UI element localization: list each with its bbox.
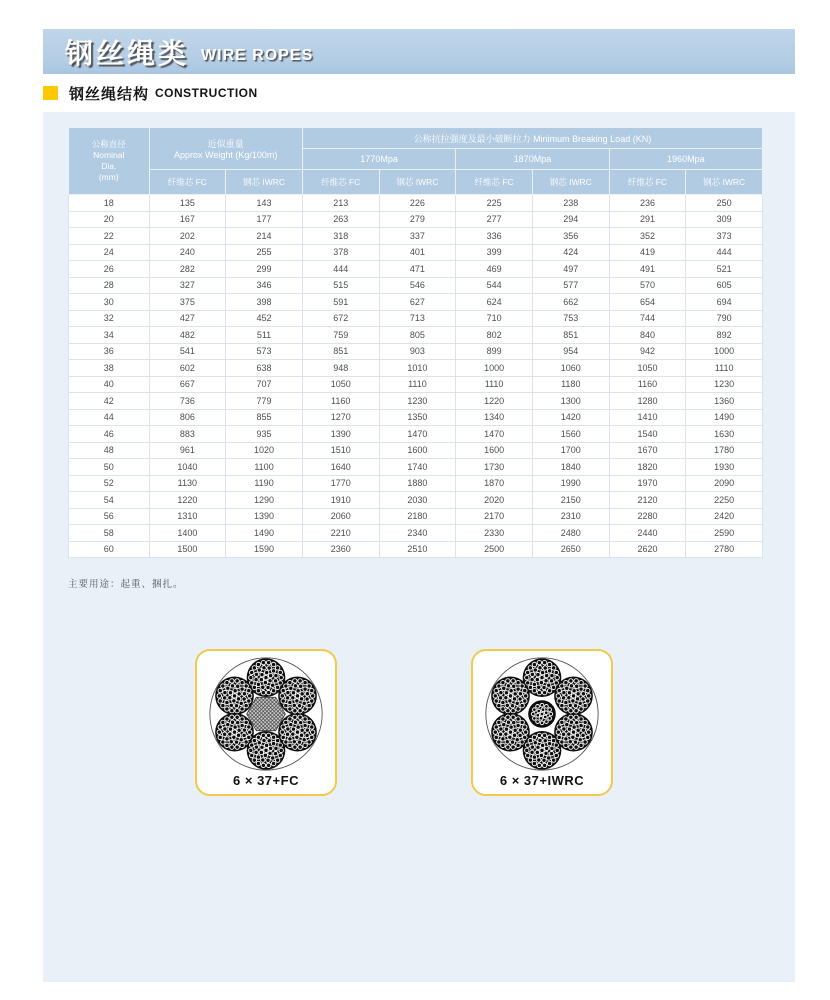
- table-cell: 577: [532, 277, 609, 294]
- section-title-english: CONSTRUCTION: [155, 86, 258, 100]
- table-cell: 1470: [379, 426, 456, 443]
- table-cell: 779: [226, 393, 303, 410]
- table-cell: 1110: [456, 376, 533, 393]
- table-cell: 2340: [379, 525, 456, 542]
- col-header-grade-1960: 1960Mpa: [609, 149, 762, 170]
- table-cell: 1490: [686, 409, 763, 426]
- table-cell: 279: [379, 211, 456, 228]
- table-cell: 2440: [609, 525, 686, 542]
- yellow-square-bullet-icon: [43, 86, 58, 100]
- table-cell: 1100: [226, 459, 303, 476]
- table-cell: 34: [69, 327, 150, 344]
- table-cell: 50: [69, 459, 150, 476]
- col-header-breaking-load: 公称抗拉强度及最小破断拉力 Minimum Breaking Load (KN): [302, 128, 762, 149]
- table-cell: 1350: [379, 409, 456, 426]
- table-cell: 942: [609, 343, 686, 360]
- table-cell: 2060: [302, 508, 379, 525]
- col-header-dia-unit: (mm): [98, 172, 119, 183]
- table-cell: 419: [609, 244, 686, 261]
- rope-cross-section-diagram-fc: [208, 656, 324, 772]
- table-cell: 541: [149, 343, 226, 360]
- table-cell: 2310: [532, 508, 609, 525]
- table-cell: 1000: [686, 343, 763, 360]
- table-cell: 202: [149, 228, 226, 245]
- table-cell: 903: [379, 343, 456, 360]
- table-cell: 1110: [379, 376, 456, 393]
- table-cell: 2150: [532, 492, 609, 509]
- diagram-card-fc: [195, 649, 337, 796]
- table-cell: 54: [69, 492, 150, 509]
- page-header-banner: [43, 29, 795, 74]
- table-cell: 2360: [302, 541, 379, 558]
- table-cell: 177: [226, 211, 303, 228]
- table-cell: 1730: [456, 459, 533, 476]
- table-row: [69, 228, 763, 245]
- table-cell: 1300: [532, 393, 609, 410]
- table-header: [69, 128, 763, 195]
- table-cell: 236: [609, 195, 686, 212]
- table-row: [69, 211, 763, 228]
- table-row: [69, 244, 763, 261]
- table-cell: 28: [69, 277, 150, 294]
- table-cell: 605: [686, 277, 763, 294]
- table-cell: 214: [226, 228, 303, 245]
- table-cell: 444: [686, 244, 763, 261]
- table-cell: 250: [686, 195, 763, 212]
- table-cell: 1280: [609, 393, 686, 410]
- table-cell: 327: [149, 277, 226, 294]
- table-cell: 2480: [532, 525, 609, 542]
- table-cell: 840: [609, 327, 686, 344]
- table-cell: 1000: [456, 360, 533, 377]
- table-cell: 40: [69, 376, 150, 393]
- table-cell: 318: [302, 228, 379, 245]
- table-row: [69, 277, 763, 294]
- table-cell: 2180: [379, 508, 456, 525]
- table-cell: 1040: [149, 459, 226, 476]
- usage-footnote: 主要用途：起重、捆扎。: [68, 579, 184, 590]
- table-cell: 26: [69, 261, 150, 278]
- table-cell: 1740: [379, 459, 456, 476]
- table-cell: 277: [456, 211, 533, 228]
- table-cell: 1050: [302, 376, 379, 393]
- table-cell: 805: [379, 327, 456, 344]
- section-heading: [43, 85, 258, 101]
- table-cell: 299: [226, 261, 303, 278]
- table-cell: 337: [379, 228, 456, 245]
- table-cell: 2020: [456, 492, 533, 509]
- table-cell: 44: [69, 409, 150, 426]
- table-cell: 1050: [609, 360, 686, 377]
- table-cell: 2500: [456, 541, 533, 558]
- table-cell: 1230: [686, 376, 763, 393]
- table-cell: 515: [302, 277, 379, 294]
- table-cell: 713: [379, 310, 456, 327]
- table-cell: 352: [609, 228, 686, 245]
- table-cell: 491: [609, 261, 686, 278]
- table-cell: 662: [532, 294, 609, 311]
- table-cell: 60: [69, 541, 150, 558]
- table-row: [69, 541, 763, 558]
- table-cell: 1020: [226, 442, 303, 459]
- table-cell: 356: [532, 228, 609, 245]
- col-header-nominal-dia: [69, 128, 150, 195]
- table-cell: 667: [149, 376, 226, 393]
- table-cell: 452: [226, 310, 303, 327]
- table-cell: 1360: [686, 393, 763, 410]
- table-cell: 1290: [226, 492, 303, 509]
- table-cell: 38: [69, 360, 150, 377]
- table-cell: 1310: [149, 508, 226, 525]
- col-header-1770-iwrc: 钢芯 IWRC: [379, 170, 456, 195]
- table-cell: 398: [226, 294, 303, 311]
- table-cell: 948: [302, 360, 379, 377]
- table-cell: 309: [686, 211, 763, 228]
- table-cell: 336: [456, 228, 533, 245]
- table-cell: 2030: [379, 492, 456, 509]
- table-cell: 167: [149, 211, 226, 228]
- table-cell: 544: [456, 277, 533, 294]
- table-cell: 1160: [609, 376, 686, 393]
- table-cell: 1110: [686, 360, 763, 377]
- table-body: [69, 195, 763, 558]
- table-cell: 2120: [609, 492, 686, 509]
- table-cell: 1990: [532, 475, 609, 492]
- table-cell: 373: [686, 228, 763, 245]
- table-cell: 521: [686, 261, 763, 278]
- table-cell: 654: [609, 294, 686, 311]
- table-cell: 427: [149, 310, 226, 327]
- table-cell: 42: [69, 393, 150, 410]
- table-row: [69, 475, 763, 492]
- table-cell: 226: [379, 195, 456, 212]
- table-cell: 624: [456, 294, 533, 311]
- table-row: [69, 294, 763, 311]
- col-header-dia-en2: Dia.: [101, 161, 117, 171]
- table-cell: 935: [226, 426, 303, 443]
- table-row: [69, 261, 763, 278]
- col-header-grade-1870: 1870Mpa: [456, 149, 609, 170]
- table-cell: 1600: [379, 442, 456, 459]
- diagram-card-iwrc: [471, 649, 613, 796]
- table-row: [69, 459, 763, 476]
- page-title-chinese: 钢丝绳类: [65, 37, 190, 69]
- table-cell: 1130: [149, 475, 226, 492]
- table-cell: 638: [226, 360, 303, 377]
- table-cell: 1500: [149, 541, 226, 558]
- wire-rope-spec-table: [68, 127, 763, 558]
- table-cell: 240: [149, 244, 226, 261]
- table-cell: 46: [69, 426, 150, 443]
- table-cell: 759: [302, 327, 379, 344]
- col-header-dia-en1: Nominal: [93, 149, 125, 160]
- table-cell: 482: [149, 327, 226, 344]
- table-cell: 30: [69, 294, 150, 311]
- table-cell: 1490: [226, 525, 303, 542]
- table-cell: 471: [379, 261, 456, 278]
- rope-diagram-svg: [484, 656, 600, 772]
- table-cell: 135: [149, 195, 226, 212]
- table-cell: 1410: [609, 409, 686, 426]
- table-cell: 573: [226, 343, 303, 360]
- table-row: [69, 327, 763, 344]
- table-cell: 1340: [456, 409, 533, 426]
- table-cell: 401: [379, 244, 456, 261]
- table-cell: 282: [149, 261, 226, 278]
- table-cell: 1230: [379, 393, 456, 410]
- table-cell: 24: [69, 244, 150, 261]
- col-header-weight-fc: 纤维芯 FC: [149, 170, 226, 195]
- diagram-label-fc: 6 × 37+FC: [233, 773, 299, 788]
- table-cell: 1640: [302, 459, 379, 476]
- table-cell: 602: [149, 360, 226, 377]
- table-cell: 1910: [302, 492, 379, 509]
- table-row: [69, 442, 763, 459]
- table-cell: 1700: [532, 442, 609, 459]
- table-cell: 18: [69, 195, 150, 212]
- table-cell: 238: [532, 195, 609, 212]
- table-cell: 399: [456, 244, 533, 261]
- table-cell: 883: [149, 426, 226, 443]
- table-cell: 570: [609, 277, 686, 294]
- table-cell: 790: [686, 310, 763, 327]
- table-cell: 851: [532, 327, 609, 344]
- table-cell: 2090: [686, 475, 763, 492]
- table-cell: 1820: [609, 459, 686, 476]
- table-cell: 2590: [686, 525, 763, 542]
- table-cell: 511: [226, 327, 303, 344]
- table-cell: 1880: [379, 475, 456, 492]
- table-cell: 2420: [686, 508, 763, 525]
- table-cell: 806: [149, 409, 226, 426]
- table-cell: 707: [226, 376, 303, 393]
- col-header-weight-zh: 近似重量: [207, 139, 244, 149]
- table-cell: 1540: [609, 426, 686, 443]
- col-header-1960-iwrc: 钢芯 IWRC: [686, 170, 763, 195]
- table-row: [69, 409, 763, 426]
- table-cell: 469: [456, 261, 533, 278]
- table-cell: 58: [69, 525, 150, 542]
- table-cell: 753: [532, 310, 609, 327]
- table-cell: 1160: [302, 393, 379, 410]
- col-header-weight-en: Approx Weight (Kg/100m): [173, 150, 278, 160]
- table-cell: 424: [532, 244, 609, 261]
- table-cell: 1970: [609, 475, 686, 492]
- table-cell: 1400: [149, 525, 226, 542]
- table-cell: 1060: [532, 360, 609, 377]
- diagram-label-iwrc: 6 × 37+IWRC: [499, 773, 585, 788]
- table-row: [69, 360, 763, 377]
- table-cell: 892: [686, 327, 763, 344]
- table-cell: 851: [302, 343, 379, 360]
- table-cell: 1870: [456, 475, 533, 492]
- table-cell: 56: [69, 508, 150, 525]
- table-cell: 1390: [226, 508, 303, 525]
- table-row: [69, 195, 763, 212]
- table-cell: 2250: [686, 492, 763, 509]
- table-cell: 2210: [302, 525, 379, 542]
- table-cell: 2780: [686, 541, 763, 558]
- table-row: [69, 492, 763, 509]
- table-cell: 1630: [686, 426, 763, 443]
- table-cell: 1420: [532, 409, 609, 426]
- table-cell: 1510: [302, 442, 379, 459]
- table-cell: 213: [302, 195, 379, 212]
- table-cell: 1600: [456, 442, 533, 459]
- table-cell: 263: [302, 211, 379, 228]
- table-cell: 1670: [609, 442, 686, 459]
- table-row: [69, 376, 763, 393]
- table-cell: 48: [69, 442, 150, 459]
- table-cell: 855: [226, 409, 303, 426]
- table-cell: 1930: [686, 459, 763, 476]
- table-cell: 899: [456, 343, 533, 360]
- table-cell: 291: [609, 211, 686, 228]
- table-cell: 1770: [302, 475, 379, 492]
- table-cell: 346: [226, 277, 303, 294]
- rope-diagram-svg: [208, 656, 324, 772]
- content-panel: [43, 112, 795, 982]
- table-cell: 546: [379, 277, 456, 294]
- table-cell: 22: [69, 228, 150, 245]
- table-row: [69, 310, 763, 327]
- table-cell: 1270: [302, 409, 379, 426]
- table-row: [69, 525, 763, 542]
- table-cell: 497: [532, 261, 609, 278]
- table-cell: 20: [69, 211, 150, 228]
- table-cell: 444: [302, 261, 379, 278]
- table-cell: 52: [69, 475, 150, 492]
- rope-cross-section-diagram-iwrc: [484, 656, 600, 772]
- table-cell: 672: [302, 310, 379, 327]
- table-cell: 2330: [456, 525, 533, 542]
- page-title-english: WIRE ROPES: [201, 46, 314, 64]
- table-cell: 1590: [226, 541, 303, 558]
- table-row: [69, 508, 763, 525]
- table-cell: 255: [226, 244, 303, 261]
- table-cell: 36: [69, 343, 150, 360]
- table-cell: 32: [69, 310, 150, 327]
- col-header-grade-1770: 1770Mpa: [302, 149, 455, 170]
- table-cell: 2280: [609, 508, 686, 525]
- table-row: [69, 393, 763, 410]
- col-header-1770-fc: 纤维芯 FC: [302, 170, 379, 195]
- table-cell: 1390: [302, 426, 379, 443]
- table-cell: 744: [609, 310, 686, 327]
- table-cell: 1190: [226, 475, 303, 492]
- table-cell: 1560: [532, 426, 609, 443]
- table-cell: 736: [149, 393, 226, 410]
- table-cell: 627: [379, 294, 456, 311]
- table-row: [69, 343, 763, 360]
- table-cell: 2510: [379, 541, 456, 558]
- table-cell: 1180: [532, 376, 609, 393]
- table-row: [69, 426, 763, 443]
- table-cell: 378: [302, 244, 379, 261]
- table-cell: 954: [532, 343, 609, 360]
- table-cell: 143: [226, 195, 303, 212]
- table-cell: 1220: [456, 393, 533, 410]
- col-header-1960-fc: 纤维芯 FC: [609, 170, 686, 195]
- table-cell: 1010: [379, 360, 456, 377]
- col-header-1870-fc: 纤维芯 FC: [456, 170, 533, 195]
- table-cell: 1470: [456, 426, 533, 443]
- table-cell: 2170: [456, 508, 533, 525]
- table-cell: 710: [456, 310, 533, 327]
- table-cell: 375: [149, 294, 226, 311]
- table-cell: 2620: [609, 541, 686, 558]
- table-cell: 2650: [532, 541, 609, 558]
- table-cell: 1780: [686, 442, 763, 459]
- table-cell: 961: [149, 442, 226, 459]
- table-cell: 294: [532, 211, 609, 228]
- table-cell: 694: [686, 294, 763, 311]
- col-header-dia-zh: 公称直径: [91, 138, 126, 149]
- table-cell: 802: [456, 327, 533, 344]
- table-cell: 1840: [532, 459, 609, 476]
- col-header-weight-iwrc: 钢芯 IWRC: [226, 170, 303, 195]
- section-title-chinese: 钢丝绳结构: [69, 85, 150, 103]
- table-cell: 225: [456, 195, 533, 212]
- table-cell: 591: [302, 294, 379, 311]
- col-header-approx-weight: [149, 128, 302, 170]
- col-header-1870-iwrc: 钢芯 IWRC: [532, 170, 609, 195]
- table-cell: 1220: [149, 492, 226, 509]
